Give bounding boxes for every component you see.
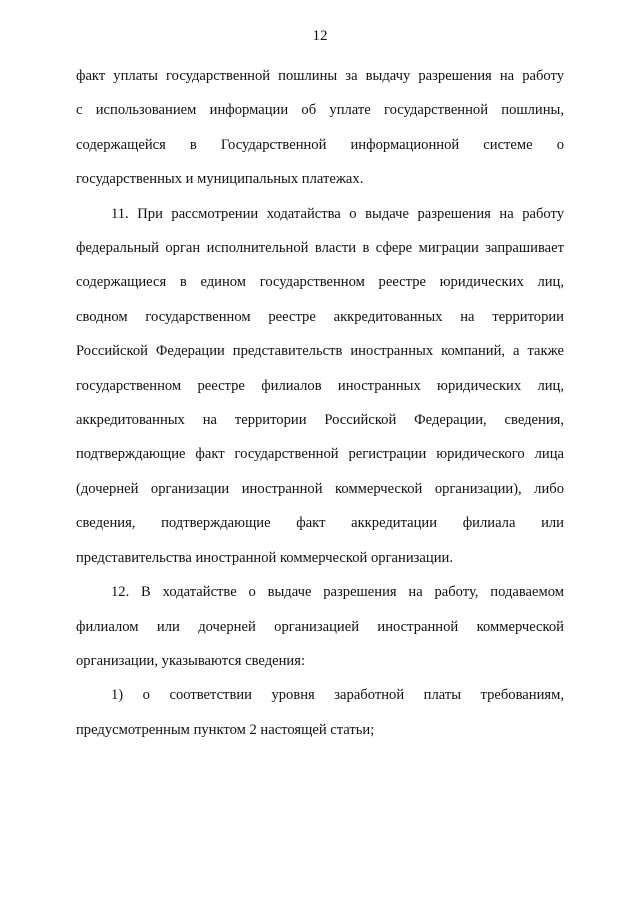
- paragraph-11: [76, 197, 564, 575]
- text-line: с использованием информации об уплате государственной пошлины,: [76, 102, 564, 119]
- document-body: [76, 59, 564, 747]
- text-line: содержащейся в Государственной информационной системе о: [76, 136, 564, 153]
- text-line: 1) о соответствии уровня заработной платы требованиям,: [111, 687, 564, 704]
- text-line: сведения, подтверждающие факт аккредитации филиала или: [76, 515, 564, 532]
- text-line: (дочерней организации иностранной коммерческой организации), либо: [76, 480, 564, 497]
- text-line: факт уплаты государственной пошлины за выдачу разрешения на работу: [76, 68, 564, 84]
- paragraph-continuation: [76, 59, 564, 197]
- text-line: аккредитованных на территории Российской Федерации, сведения,: [76, 412, 564, 429]
- text-line: представительства иностранной коммерческой организации.: [76, 549, 453, 566]
- text-line: организации, указываются сведения:: [76, 652, 305, 669]
- text-line: 12. В ходатайстве о выдаче разрешения на работу, подаваемом: [111, 584, 564, 601]
- text-line: содержащиеся в едином государственном реестре юридических лиц,: [76, 274, 564, 291]
- page-number: 12: [312, 28, 328, 44]
- list-item-1: [76, 678, 564, 747]
- text-line: сводном государственном реестре аккредитованных на территории: [76, 308, 564, 325]
- text-line: подтверждающие факт государственной регистрации юридического лица: [76, 446, 564, 463]
- text-line: 11. При рассмотрении ходатайства о выдаче разрешения на работу: [111, 205, 564, 222]
- paragraph-12: [76, 575, 564, 678]
- text-line: федеральный орган исполнительной власти в сфере миграции запрашивает: [76, 240, 564, 257]
- text-line: государственном реестре филиалов иностранных юридических лиц,: [76, 377, 564, 394]
- text-line: предусмотренным пунктом 2 настоящей статьи;: [76, 721, 375, 738]
- text-line: Российской Федерации представительств иностранных компаний, а также: [76, 343, 564, 360]
- text-line: государственных и муниципальных платежах.: [76, 171, 364, 188]
- text-line: филиалом или дочерней организацией иностранной коммерческой: [76, 618, 564, 635]
